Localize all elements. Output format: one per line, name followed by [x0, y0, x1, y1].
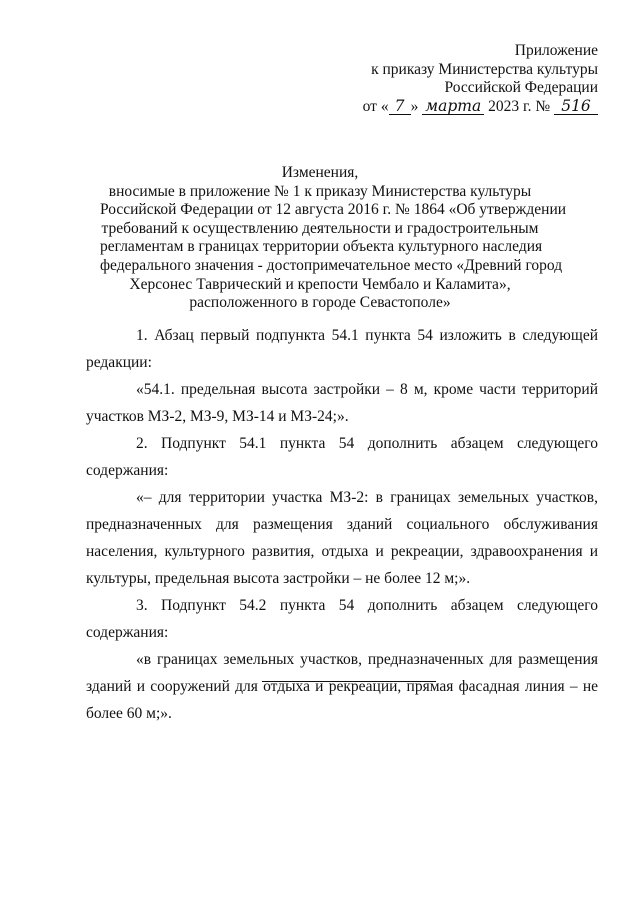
date-mid: »: [410, 97, 419, 115]
title-line: Изменения,: [281, 164, 359, 181]
document-body: [86, 322, 598, 727]
title-line: регламентам в границах территории объекта культурного наследия: [100, 238, 543, 256]
title-line: Херсонес Таврический и крепости Чембало и Каламита»,: [129, 275, 511, 293]
date-prefix: от «: [362, 97, 389, 115]
paragraph-item-1: 1. Абзац первый подпункта 54.1 пункта 54 изложить в следующей редакции:: [86, 327, 598, 371]
handwritten-day: 7: [389, 98, 411, 115]
order-reference: к приказу Министерства культуры: [371, 60, 598, 78]
document-title: [100, 164, 567, 313]
title-line: расположенного в городе Севастополе»: [189, 294, 451, 312]
title-line: требований к осуществлению деятельности и градостроительным: [101, 219, 539, 237]
appendix-header: [363, 42, 598, 116]
title-line: Российской Федерации от 12 августа 2016 г. № 1864 «Об утверждении: [100, 201, 567, 219]
paragraph-quote-mz2: «– для территории участка МЗ-2: в границах земельных участков, предназначенных для размещения зданий социального обслуживания населения, культурного развития, отдыха и рекреации, здравоохранения и культуры, предельная высота застройки – не более 12 м;».: [86, 489, 598, 587]
federation-label: Российской Федерации: [444, 79, 598, 97]
title-line: вносимые в приложение № 1 к приказу Министерства культуры: [108, 182, 532, 200]
paragraph-quote-54-1: «54.1. предельная высота застройки – 8 м, кроме части территорий участков МЗ-2, МЗ-9, МЗ-14 и МЗ-24;».: [86, 381, 598, 425]
paragraph-item-3: 3. Подпункт 54.2 пункта 54 дополнить абзацем следующего содержания:: [86, 597, 598, 641]
handwritten-month: марта: [422, 98, 484, 115]
paragraph-item-2: 2. Подпункт 54.1 пункта 54 дополнить абзацем следующего содержания:: [86, 435, 598, 479]
year-suffix: 2023 г. №: [488, 97, 551, 115]
paragraph-quote-facade: «в границах земельных участков, предназначенных для размещения зданий и сооружений для отдыха и рекреации, прямая фасадная линия – не более 60 м;».: [86, 651, 598, 722]
title-line: федерального значения - достопримечательное место «Древний город: [100, 256, 563, 274]
handwritten-order-number: 516: [554, 98, 598, 115]
order-date-number: [363, 98, 598, 117]
closing-divider: [262, 681, 436, 682]
appendix-label: Приложение: [514, 42, 598, 59]
